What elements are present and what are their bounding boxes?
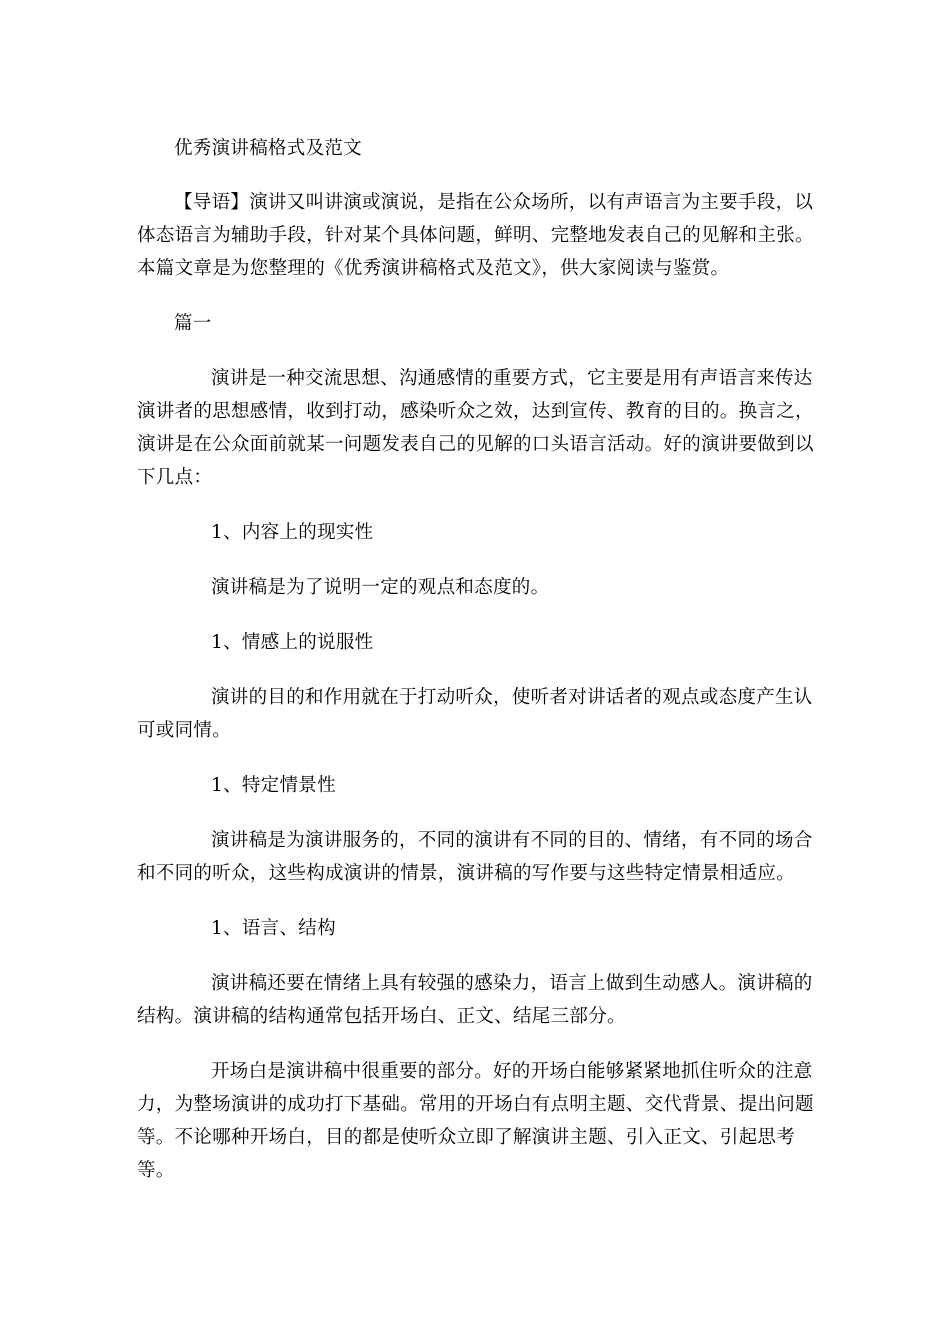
body-paragraph-6: 开场白是演讲稿中很重要的部分。好的开场白能够紧紧地抓住听众的注意力，为整场演讲的成功打下基础。常用的开场白有点明主题、交代背景、提出问题等。不论哪种开场白，目的都是使听众立即了解演讲主题、引入正文、引起思考等。 [137,1061,814,1181]
subheading-1: 1、内容上的现实性 [211,522,374,543]
body-paragraph-1: 演讲是一种交流思想、沟通感情的重要方式，它主要是用有声语言来传达演讲者的思想感情，收到打动，感染听众之效，达到宣传、教育的目的。换言之，演讲是在公众面前就某一问题发表自己的见解的口头语言活动。好的演讲要做到以下几点： [137,368,814,488]
body-paragraph-3: 演讲的目的和作用就在于打动听众，使听者对讲话者的观点或态度产生认可或同情。 [137,687,813,741]
subheading-3: 1、特定情景性 [211,775,336,796]
subheading-2: 1、情感上的说服性 [211,632,374,653]
section-label: 篇一 [174,313,212,334]
body-paragraph-2: 演讲稿是为了说明一定的观点和态度的。 [211,577,550,598]
subheading-4: 1、语言、结构 [211,918,336,939]
body-paragraph-5: 演讲稿还要在情绪上具有较强的感染力，语言上做到生动感人。演讲稿的结构。演讲稿的结构通常包括开场白、正文、结尾三部分。 [137,973,813,1027]
intro-paragraph: 【导语】演讲又叫讲演或演说，是指在公众场所，以有声语言为主要手段，以体态语言为辅助手段，针对某个具体问题，鲜明、完整地发表自己的见解和主张。本篇文章是为您整理的《优秀演讲稿格式及范文》，供大家阅读与鉴赏。 [137,192,814,279]
body-paragraph-4: 演讲稿是为演讲服务的，不同的演讲有不同的目的、情绪，有不同的场合和不同的听众，这些构成演讲的情景，演讲稿的写作要与这些特定情景相适应。 [137,830,813,884]
document-title: 优秀演讲稿格式及范文 [174,138,363,159]
